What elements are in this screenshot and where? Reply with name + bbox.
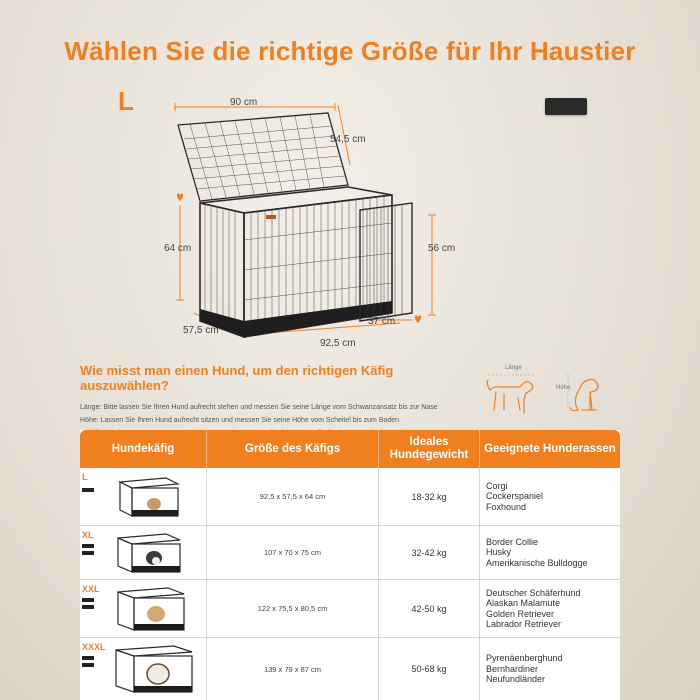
row-size-label: XXL [82,584,100,594]
breed-item: Border Collie [486,536,539,547]
breed-list [480,468,620,525]
breed-item: Cockerspaniel [486,491,544,502]
guide-height: Höhe: Lassen Sie Ihren Hund aufrecht sitzen und messen Sie seine Höhe vom Scheitel bis zum Boden [80,417,400,424]
crate-dimensions: 122 x 75,5 x 80,5 cm [207,580,379,637]
table-row [80,580,620,638]
dim-height-right: 56 cm [428,243,456,254]
row-size-label: XXXL [82,642,106,652]
breed-item: Foxhound [486,501,527,512]
breed-list [480,526,620,579]
header-weight: Ideales Hundegewicht [379,430,480,468]
color-swatch [82,598,94,602]
breed-item: Labrador Retriever [486,619,562,629]
crate-thumbnail [114,642,194,696]
breed-item: Neufundländer [486,674,546,685]
dim-door: 37 cm [368,316,396,327]
crate-dimensions: 92,5 x 57,5 x 64 cm [207,468,379,525]
crate-dimensions: 139 x 79 x 87 cm [207,638,379,700]
color-swatch [82,656,94,660]
size-table [80,430,620,700]
breed-list [480,638,620,700]
size-letter: L [118,86,134,116]
color-swatch [545,98,587,115]
breed-list [480,580,620,637]
length-label: Länge [505,365,522,371]
breed-item: Alaskan Malamute [486,598,561,608]
header-size: Größe des Käfigs [207,430,379,468]
color-swatch [82,663,94,667]
breed-item: Corgi [486,480,508,491]
dim-height-left: 64 cm [164,243,192,254]
dog-weight: 32-42 kg [379,526,480,579]
guide-length: Länge: Bitte lassen Sie Ihren Hund aufrecht stehen und messen Sie seine Länge vom Schwanzansatz bis zur Nase [80,404,438,411]
dim-depth: 57,5 cm [183,325,219,336]
table-row [80,468,620,526]
crate-thumbnail [118,474,180,520]
table-header [80,430,620,468]
crate-dimensions: 107 x 70 x 75 cm [207,526,379,579]
crate-cell [80,468,207,525]
page-title: Wählen Sie die richtige Größe für Ihr Haustier [64,36,636,66]
breed-item: Amerikanische Bulldogge [486,557,588,568]
table-row [80,638,620,700]
row-size-label: XL [82,530,94,540]
header-crate: Hundekäfig [80,430,207,468]
color-swatch [82,605,94,609]
color-swatch [82,551,94,555]
breed-item: Husky [486,547,512,558]
breed-item: Pyrenäenberghund [486,653,563,664]
dog-weight: 50-68 kg [379,638,480,700]
measure-guide [80,363,480,438]
breed-item: Golden Retriever [486,608,555,619]
crate-illustration [150,95,470,355]
height-label: Höhe [556,385,571,391]
row-size-label: L [82,472,88,482]
crate-thumbnail [116,584,186,634]
header-breeds: Geeignete Hunderassen [484,442,616,455]
dog-measure-icons [478,360,628,425]
dim-length: 92,5 cm [320,338,356,349]
color-swatch [82,544,94,548]
breed-item: Bernhardiner [486,663,539,674]
crate-cell [80,580,207,637]
dim-top-width: 90 cm [230,97,258,108]
guide-title: Wie misst man einen Hund, um den richtigen Käfig auszuwählen? [80,363,394,393]
dog-weight: 42-50 kg [379,580,480,637]
crate-cell [80,638,207,700]
crate-thumbnail [116,530,182,576]
breed-item: Deutscher Schäferhund [486,587,581,598]
dog-weight: 18-32 kg [379,468,480,525]
crate-cell [80,526,207,579]
color-swatch [82,488,94,492]
table-row [80,526,620,580]
dim-lid-depth: 54,5 cm [330,134,366,145]
